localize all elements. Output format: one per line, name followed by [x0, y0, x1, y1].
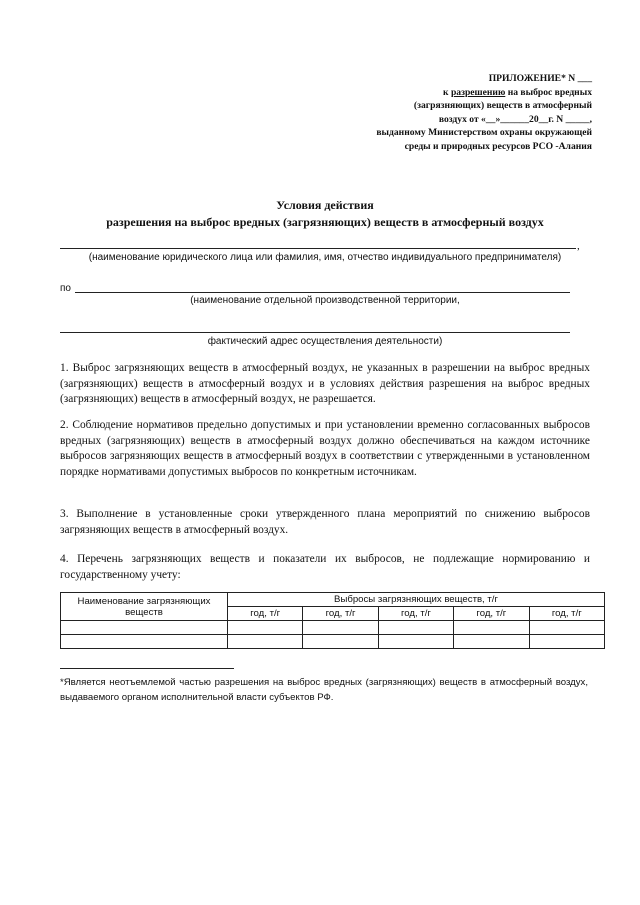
- table-cell[interactable]: [378, 635, 453, 649]
- footnote-separator: [60, 668, 234, 669]
- table-cell[interactable]: [303, 621, 378, 635]
- table-cell[interactable]: [378, 621, 453, 635]
- appendix-line-5: среды и природных ресурсов РСО -Алания: [404, 140, 592, 152]
- table-cell[interactable]: [61, 635, 228, 649]
- table-cell[interactable]: [454, 635, 529, 649]
- table-cell[interactable]: [228, 635, 303, 649]
- pollutants-table: [60, 592, 605, 649]
- year-col-5: год, т/г: [529, 607, 604, 621]
- appendix-line-1-suffix: на выброс вредных: [505, 86, 592, 98]
- table-cell[interactable]: [529, 621, 604, 635]
- entity-comma: ,: [577, 240, 580, 252]
- table-cell[interactable]: [303, 635, 378, 649]
- appendix-header: [376, 72, 592, 153]
- address-line: [60, 332, 570, 333]
- appendix-line-2: (загрязняющих) веществ в атмосферный: [413, 100, 592, 111]
- territory-prefix: по: [60, 283, 71, 294]
- document-title: [60, 197, 590, 231]
- appendix-line-1: [376, 86, 592, 100]
- footnote: *Является неотъемлемой частью разрешения на выброс вредных (загрязняющих) веществ в атмосферный воздух, выдаваемого органом исполнительной власти субъектов РФ.: [60, 677, 588, 703]
- address-caption: фактический адрес осуществления деятельности): [207, 336, 443, 347]
- condition-paragraph-1: 1. Выброс загрязняющих веществ в атмосферный воздух, не указанных в разрешении на выброс вредных (загрязняющих) веществ в атмосферный воздух и в условиях действия разрешения на выброс вредных (загрязняющих) веществ в атмосферный воздух, не разрешается.: [60, 362, 590, 406]
- condition-paragraph-4: 4. Перечень загрязняющих веществ и показатели их выбросов, не подлежащие нормированию и государственному учету:: [60, 553, 590, 581]
- year-col-4: год, т/г: [454, 607, 529, 621]
- appendix-line-1-prefix: к: [443, 86, 451, 98]
- title-line-1: Условия действия: [276, 198, 374, 212]
- permit-link[interactable]: разрешению: [450, 86, 506, 98]
- table-cell[interactable]: [61, 621, 228, 635]
- entity-name-line: [60, 248, 576, 249]
- condition-paragraph-3: 3. Выполнение в установленные сроки утвержденного плана мероприятий по снижению выбросов загрязняющих веществ в атмосферный воздух.: [60, 508, 590, 536]
- table-cell[interactable]: [529, 635, 604, 649]
- pollutant-name-header: Наименование загрязняющих веществ: [61, 593, 228, 621]
- table-row: [61, 635, 605, 649]
- table-cell[interactable]: [454, 621, 529, 635]
- condition-paragraph-2: 2. Соблюдение нормативов предельно допустимых и при установлении временно согласованных выбросов вредных (загрязняющих) веществ в атмосферный воздух должно обеспечиваться на каждом источнике выбросов загрязняющих веществ в атмосферный воздух в соответствии с утвержденными в установленном порядке нормативами допустимых выбросов по конкретным источникам.: [60, 419, 590, 478]
- title-line-2: разрешения на выброс вредных (загрязняющих) веществ в атмосферный воздух: [106, 215, 544, 229]
- appendix-number: ПРИЛОЖЕНИЕ* N ___: [488, 73, 592, 84]
- table-cell[interactable]: [228, 621, 303, 635]
- territory-line: [75, 292, 570, 293]
- year-col-1: год, т/г: [228, 607, 303, 621]
- appendix-line-3: воздух от «__»______20__г. N _____,: [438, 113, 592, 125]
- entity-name-caption: (наименование юридического лица или фамилия, имя, отчество индивидуального предпринимателя): [88, 252, 562, 263]
- year-col-2: год, т/г: [303, 607, 378, 621]
- emissions-header: Выбросы загрязняющих веществ, т/г: [228, 593, 605, 607]
- territory-caption: (наименование отдельной производственной территории,: [190, 295, 460, 306]
- appendix-line-4: выданному Министерством охраны окружающей: [376, 127, 592, 138]
- year-col-3: год, т/г: [378, 607, 453, 621]
- table-row: [61, 621, 605, 635]
